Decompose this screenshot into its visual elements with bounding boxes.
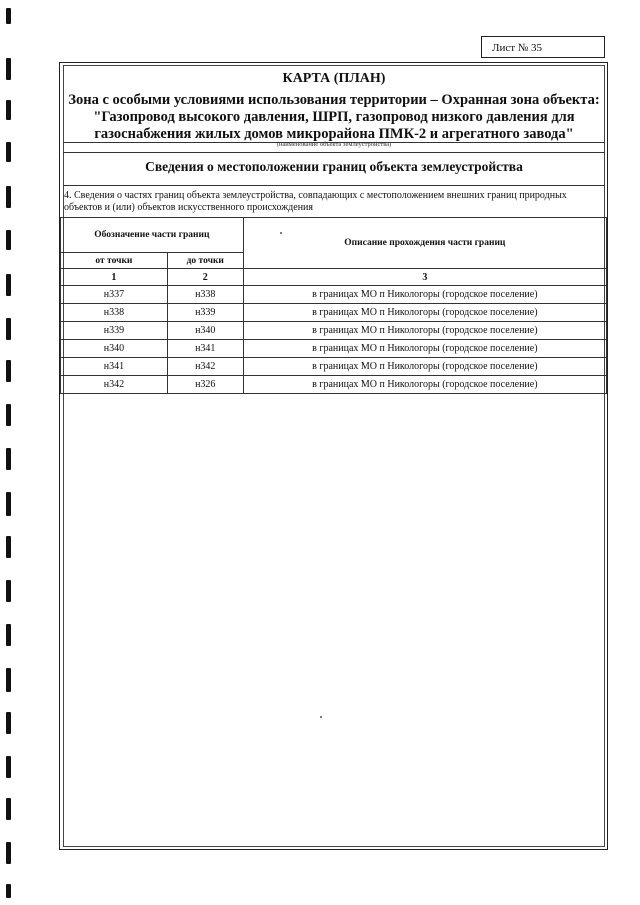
cell-description: в границах МО п Никологоры (городское поселение) — [243, 304, 606, 322]
zone-heading-line-1: Зона с особыми условиями использования территории – Охранная зона объекта: — [68, 92, 600, 108]
header-from-point: от точки — [61, 253, 168, 269]
zone-heading-line-2: "Газопровод высокого давления, ШРП, газопровод низкого давления для — [93, 109, 575, 125]
header-description: Описание прохождения части границ — [243, 218, 606, 269]
binding-mark — [6, 668, 11, 692]
binding-mark — [6, 142, 11, 162]
binding-mark — [6, 100, 11, 120]
cell-description: в границах МО п Никологоры (городское поселение) — [243, 358, 606, 376]
column-number: 3 — [243, 269, 606, 286]
table-row — [61, 340, 607, 358]
cell-description: в границах МО п Никологоры (городское поселение) — [243, 322, 606, 340]
column-number: 1 — [61, 269, 168, 286]
binding-mark — [6, 884, 11, 898]
table-row — [61, 322, 607, 340]
binding-mark — [6, 360, 11, 382]
cell-to-point: н338 — [167, 286, 243, 304]
binding-mark — [6, 492, 11, 516]
scan-speck — [280, 232, 282, 234]
binding-mark — [6, 230, 11, 250]
binding-mark — [6, 536, 11, 558]
cell-to-point: н341 — [167, 340, 243, 358]
scan-speck — [320, 716, 322, 718]
column-number: 2 — [167, 269, 243, 286]
cell-from-point: н342 — [61, 376, 168, 394]
binding-mark — [6, 624, 11, 646]
cell-description: в границах МО п Никологоры (городское поселение) — [243, 340, 606, 358]
binding-mark — [6, 712, 11, 734]
binding-mark — [6, 798, 11, 820]
map-title: КАРТА (ПЛАН) — [282, 71, 386, 86]
cell-from-point: н339 — [61, 322, 168, 340]
cell-from-point: н337 — [61, 286, 168, 304]
cell-to-point: н340 — [167, 322, 243, 340]
header-boundary-designation: Обозначение части границ — [61, 218, 244, 253]
binding-mark — [6, 448, 11, 470]
binding-mark — [6, 404, 11, 426]
cell-from-point: н338 — [61, 304, 168, 322]
zone-heading — [63, 92, 605, 143]
table-row — [61, 358, 607, 376]
binding-mark — [6, 756, 11, 778]
page-frame-inner — [63, 65, 605, 847]
cell-from-point: н340 — [61, 340, 168, 358]
binding-mark — [6, 842, 11, 864]
binding-mark — [6, 8, 11, 24]
table-row — [61, 376, 607, 394]
cell-to-point: н326 — [167, 376, 243, 394]
table-row — [61, 304, 607, 322]
section-title: Сведения о местоположении границ объекта землеустройства — [145, 159, 523, 174]
zone-heading-line-3: газоснабжения жилых домов микрорайона ПМК-2 и агрегатного завода" — [94, 126, 574, 142]
object-caption: (наименование объекта землеустройства) — [276, 141, 392, 148]
sheet-number-label: Лист № 35 — [481, 36, 605, 58]
binding-mark — [6, 580, 11, 602]
binding-mark — [6, 274, 11, 296]
cell-to-point: н339 — [167, 304, 243, 322]
cell-to-point: н342 — [167, 358, 243, 376]
boundary-parts-table — [60, 217, 607, 394]
binding-mark — [6, 186, 11, 208]
cell-from-point: н341 — [61, 358, 168, 376]
cell-description: в границах МО п Никологоры (городское поселение) — [243, 286, 606, 304]
divider — [63, 185, 605, 186]
binding-mark — [6, 58, 11, 80]
binding-mark — [6, 318, 11, 340]
table-row — [61, 286, 607, 304]
divider — [63, 152, 605, 153]
header-to-point: до точки — [167, 253, 243, 269]
section-note: 4. Сведения о частях границ объекта землеустройства, совпадающих с местоположением внешних границ природных объектов и (или) объектов искусственного происхождения — [64, 190, 567, 213]
cell-description: в границах МО п Никологоры (городское поселение) — [243, 376, 606, 394]
